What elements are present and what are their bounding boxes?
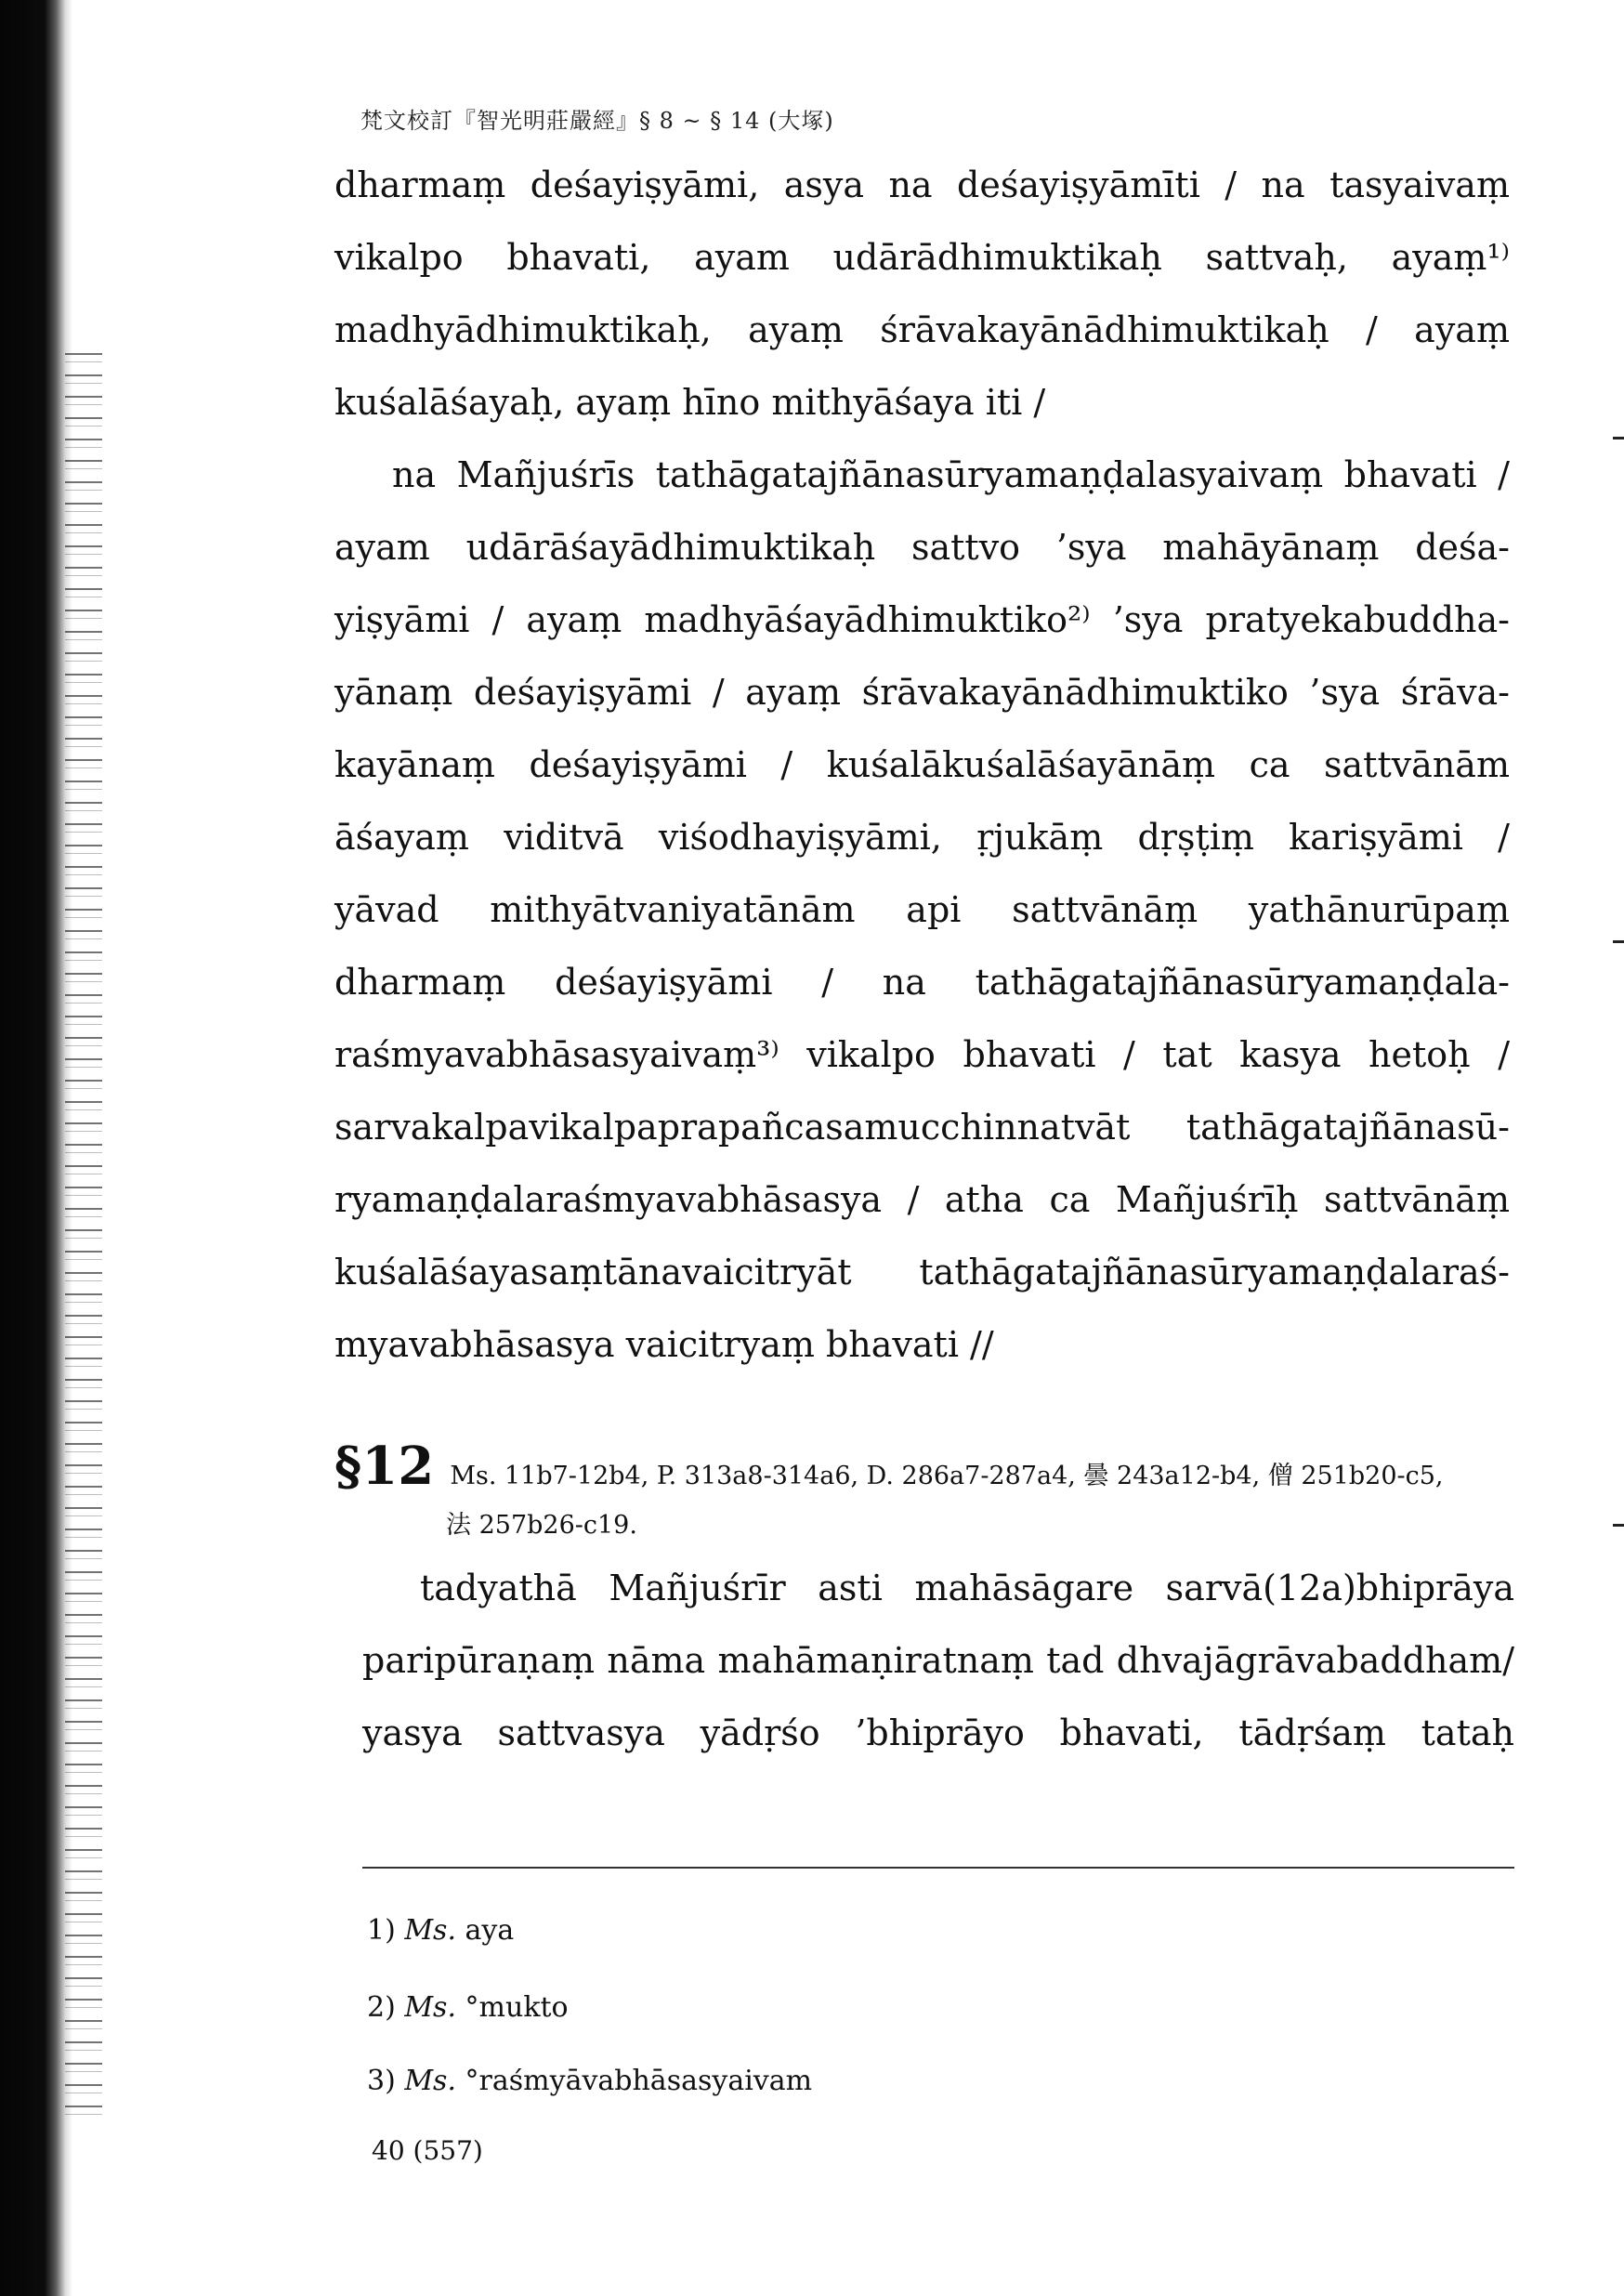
text-line: dharmaṃ deśayiṣyāmi, asya na deśayiṣyāmīti / na tasyaivaṃ <box>334 164 1510 205</box>
section-heading <box>334 1436 1510 1541</box>
scan-mark <box>1613 437 1624 440</box>
scan-noise <box>65 353 102 2119</box>
text-line: kayānaṃ deśayiṣyāmi / kuśalākuśalāśayānāṃ ca sattvānām <box>334 744 1510 785</box>
footnote-ms: Ms. <box>404 1991 456 2024</box>
main-text <box>334 149 1510 1381</box>
footnote-rule <box>362 1867 1514 1869</box>
scan-binding-shadow <box>0 0 72 2296</box>
footnote-text: °raśmyāvabhāsasyaivam <box>465 2065 813 2097</box>
text-line: dharmaṃ deśayiṣyāmi / na tathāgatajñānasūryamaṇḍala- <box>334 962 1510 1003</box>
footnote-number: 3) <box>367 2065 396 2097</box>
footnote-ms: Ms. <box>404 2065 456 2097</box>
footnote-1 <box>367 1914 514 1947</box>
scan-mark <box>1613 940 1624 943</box>
text-line: paripūraṇaṃ nāma mahāmaṇiratnaṃ tad dhvajāgrāvabaddham/ <box>362 1640 1514 1681</box>
text-line: kuśalāśayasaṃtānavaicitryāt tathāgatajñānasūryamaṇḍalaraś- <box>334 1252 1510 1292</box>
text-line: madhyādhimuktikaḥ, ayaṃ śrāvakayānādhimuktikaḥ / ayaṃ <box>334 309 1510 350</box>
text-line: ayam udārāśayādhimuktikaḥ sattvo ’sya mahāyānaṃ deśa- <box>334 527 1510 568</box>
footnote-3 <box>367 2065 812 2097</box>
text-line: na Mañjuśrīs tathāgatajñānasūryamaṇḍalasyaivaṃ bhavati / <box>392 454 1510 495</box>
running-header: 梵文校訂『智光明莊嚴經』§ 8 ~ § 14 (大塚) <box>360 108 834 134</box>
text-line: vikalpo bhavati, ayam udārādhimuktikaḥ sattvaḥ, ayaṃ¹⁾ <box>334 237 1510 278</box>
text-line: yiṣyāmi / ayaṃ madhyāśayādhimuktiko²⁾ ’sya pratyekabuddha- <box>334 599 1510 640</box>
text-line: tadyathā Mañjuśrīr asti mahāsāgare sarvā(12a)bhiprāya <box>420 1568 1514 1608</box>
scan-mark <box>1613 1524 1624 1527</box>
footnote-ms: Ms. <box>404 1914 456 1947</box>
text-line: yasya sattvasya yādṛśo ’bhiprāyo bhavati, tādṛśaṃ tataḥ <box>362 1712 1514 1753</box>
footnote-text: °mukto <box>465 1991 569 2024</box>
footnote-number: 1) <box>367 1914 396 1947</box>
footnote-text: aya <box>465 1914 515 1947</box>
text-line: myavabhāsasya vaicitryaṃ bhavati // <box>334 1324 994 1365</box>
text-line: yāvad mithyātvaniyatānām api sattvānāṃ yathānurūpaṃ <box>334 889 1510 930</box>
text-line: raśmyavabhāsasyaivaṃ³⁾ vikalpo bhavati / tat kasya hetoḥ / <box>334 1034 1510 1075</box>
text-line: ryamaṇḍalaraśmyavabhāsasya / atha ca Mañjuśrīḥ sattvānāṃ <box>334 1179 1510 1220</box>
section-12-text <box>362 1552 1514 1769</box>
footnote-2 <box>367 1991 569 2024</box>
footnote-number: 2) <box>367 1991 396 2024</box>
section-references-continued: 法 257b26-c19. <box>446 1511 637 1540</box>
text-line: yānaṃ deśayiṣyāmi / ayaṃ śrāvakayānādhimuktiko ’sya śrāva- <box>334 672 1510 713</box>
section-references: Ms. 11b7-12b4, P. 313a8-314a6, D. 286a7-287a4, 曇 243a12-b4, 僧 251b20-c5, <box>450 1462 1444 1490</box>
text-line: kuśalāśayaḥ, ayaṃ hīno mithyāśaya iti / <box>334 382 1046 423</box>
text-line: āśayaṃ viditvā viśodhayiṣyāmi, ṛjukāṃ dṛṣṭiṃ kariṣyāmi / <box>334 817 1510 858</box>
page-number: 40 (557) <box>372 2135 483 2166</box>
section-number: §12 <box>334 1436 435 1497</box>
text-line: sarvakalpavikalpaprapañcasamucchinnatvāt tathāgatajñānasū- <box>334 1107 1510 1148</box>
